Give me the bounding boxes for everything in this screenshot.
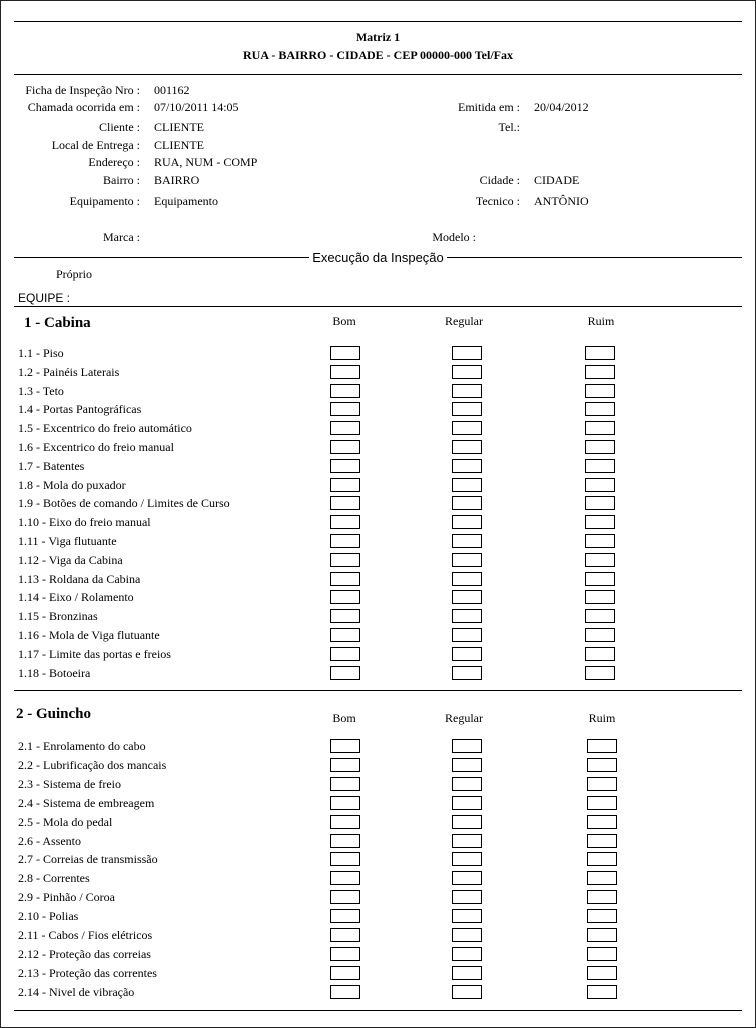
- bairro-value: BAIRRO: [154, 173, 200, 187]
- regular-checkbox[interactable]: [452, 628, 482, 642]
- ruim-checkbox[interactable]: [587, 739, 617, 753]
- divider: [14, 1010, 742, 1011]
- divider: [14, 21, 742, 22]
- bom-checkbox[interactable]: [330, 852, 360, 866]
- ruim-checkbox[interactable]: [585, 459, 615, 473]
- checklist-item-label: 2.12 - Proteção das correias: [18, 946, 151, 961]
- proprio-text: Próprio: [56, 267, 92, 281]
- ruim-checkbox[interactable]: [587, 777, 617, 791]
- ruim-checkbox[interactable]: [587, 758, 617, 772]
- checklist-item-label: 1.4 - Portas Pantográficas: [18, 402, 142, 417]
- checklist-item-label: 2.6 - Assento: [18, 833, 81, 848]
- bom-checkbox[interactable]: [330, 890, 360, 904]
- bairro-label: Bairro :: [103, 173, 140, 187]
- regular-checkbox[interactable]: [452, 890, 482, 904]
- bom-checkbox[interactable]: [330, 834, 360, 848]
- bom-checkbox[interactable]: [330, 739, 360, 753]
- regular-checkbox[interactable]: [452, 421, 482, 435]
- ruim-checkbox[interactable]: [587, 871, 617, 885]
- cliente-label: Cliente :: [99, 120, 140, 134]
- tecnico-label: Tecnico :: [475, 194, 520, 208]
- emitida-value: 20/04/2012: [534, 100, 589, 114]
- ruim-checkbox[interactable]: [585, 478, 615, 492]
- checklist-item-label: 2.11 - Cabos / Fios elétricos: [18, 928, 153, 942]
- ficha-value: 001162: [154, 83, 190, 97]
- bom-checkbox[interactable]: [330, 758, 360, 772]
- regular-checkbox[interactable]: [452, 515, 482, 529]
- regular-checkbox[interactable]: [452, 553, 482, 567]
- endereco-label: Endereço :: [88, 155, 140, 169]
- regular-checkbox[interactable]: [452, 459, 482, 473]
- execution-title: Execução da Inspeção: [309, 250, 447, 265]
- regular-checkbox[interactable]: [452, 534, 482, 548]
- checklist-item-label: 1.14 - Eixo / Rolamento: [18, 590, 134, 605]
- column-regular: Regular: [445, 711, 483, 725]
- regular-checkbox[interactable]: [452, 496, 482, 510]
- checklist-item-label: 1.6 - Excentrico do freio manual: [18, 440, 174, 454]
- checklist-item-label: 1.2 - Painéis Laterais: [18, 364, 120, 379]
- bom-checkbox[interactable]: [330, 947, 360, 961]
- checklist-item-label: 2.5 - Mola do pedal: [18, 814, 113, 829]
- checklist-item-label: 2.8 - Correntes: [18, 871, 90, 886]
- checklist-item-label: 1.17 - Limite das portas e freios: [18, 646, 171, 661]
- checklist-item-label: 2.10 - Polias: [18, 909, 79, 924]
- checklist-item-label: 2.7 - Correias de transmissão: [18, 852, 158, 867]
- ruim-checkbox[interactable]: [585, 384, 615, 398]
- ruim-checkbox[interactable]: [585, 553, 615, 567]
- tecnico-value: ANTÔNIO: [534, 194, 589, 208]
- checklist-item-label: 2.1 - Enrolamento do cabo: [18, 739, 146, 753]
- checklist-item-label: 1.13 - Roldana da Cabina: [18, 571, 141, 586]
- cliente-value: CLIENTE: [154, 120, 204, 134]
- regular-checkbox[interactable]: [452, 346, 482, 360]
- checklist-item-label: 1.12 - Viga da Cabina: [18, 552, 123, 567]
- ruim-checkbox[interactable]: [585, 402, 615, 416]
- bom-checkbox[interactable]: [330, 553, 360, 567]
- regular-checkbox[interactable]: [452, 815, 482, 829]
- regular-checkbox[interactable]: [452, 758, 482, 772]
- ruim-checkbox[interactable]: [587, 852, 617, 866]
- column-ruim: Ruim: [588, 711, 616, 725]
- divider: [14, 306, 742, 307]
- ruim-checkbox[interactable]: [587, 909, 617, 923]
- equipamento-value: Equipamento: [154, 194, 218, 208]
- checklist-item-label: 1.18 - Botoeira: [18, 665, 91, 680]
- regular-checkbox[interactable]: [452, 909, 482, 923]
- bom-checkbox[interactable]: [330, 628, 360, 642]
- checklist-item-label: 1.11 - Viga flutuante: [18, 534, 117, 548]
- regular-checkbox[interactable]: [452, 947, 482, 961]
- checklist-item-label: 1.5 - Excentrico do freio automático: [18, 421, 192, 436]
- column-bom: Bom: [332, 711, 356, 725]
- execution-header: [0, 249, 756, 267]
- ruim-checkbox[interactable]: [587, 834, 617, 848]
- ruim-checkbox[interactable]: [587, 796, 617, 810]
- regular-checkbox[interactable]: [452, 590, 482, 604]
- regular-checkbox[interactable]: [452, 928, 482, 942]
- bom-checkbox[interactable]: [330, 534, 360, 548]
- bom-checkbox[interactable]: [330, 346, 360, 360]
- checklist-item-label: 2.2 - Lubrificação dos mancais: [18, 757, 167, 772]
- ruim-checkbox[interactable]: [587, 815, 617, 829]
- bom-checkbox[interactable]: [330, 647, 360, 661]
- regular-checkbox[interactable]: [452, 796, 482, 810]
- ruim-checkbox[interactable]: [587, 985, 617, 999]
- divider: [14, 74, 742, 75]
- checklist-item-label: 2.3 - Sistema de freio: [18, 776, 121, 791]
- ruim-checkbox[interactable]: [585, 666, 615, 680]
- ruim-checkbox[interactable]: [585, 628, 615, 642]
- ruim-checkbox[interactable]: [585, 572, 615, 586]
- bom-checkbox[interactable]: [330, 590, 360, 604]
- column-regular: Regular: [445, 314, 483, 328]
- section-title: 1 - Cabina: [24, 315, 91, 331]
- regular-checkbox[interactable]: [452, 365, 482, 379]
- bom-checkbox[interactable]: [330, 515, 360, 529]
- bom-checkbox[interactable]: [330, 966, 360, 980]
- regular-checkbox[interactable]: [452, 985, 482, 999]
- regular-checkbox[interactable]: [452, 478, 482, 492]
- regular-checkbox[interactable]: [452, 440, 482, 454]
- checklist-item-label: 1.9 - Botões de comando / Limites de Curso: [18, 496, 230, 511]
- bom-checkbox[interactable]: [330, 909, 360, 923]
- column-ruim: Ruim: [587, 314, 615, 328]
- bom-checkbox[interactable]: [330, 496, 360, 510]
- emitida-label: Emitida em :: [458, 100, 520, 114]
- bom-checkbox[interactable]: [330, 459, 360, 473]
- chamada-value: 07/10/2011 14:05: [154, 100, 239, 114]
- regular-checkbox[interactable]: [452, 834, 482, 848]
- bom-checkbox[interactable]: [330, 928, 360, 942]
- checklist-item-label: 1.3 - Teto: [18, 383, 64, 398]
- regular-checkbox[interactable]: [452, 777, 482, 791]
- regular-checkbox[interactable]: [452, 384, 482, 398]
- bom-checkbox[interactable]: [330, 402, 360, 416]
- bom-checkbox[interactable]: [330, 796, 360, 810]
- equipe-label: EQUIPE :: [18, 291, 71, 305]
- marca-label: Marca :: [103, 230, 140, 244]
- regular-checkbox[interactable]: [452, 739, 482, 753]
- regular-checkbox[interactable]: [452, 572, 482, 586]
- modelo-label: Modelo :: [432, 230, 476, 244]
- ruim-checkbox[interactable]: [585, 515, 615, 529]
- bom-checkbox[interactable]: [330, 365, 360, 379]
- checklist-item-label: 1.8 - Mola do puxador: [18, 477, 126, 492]
- bom-checkbox[interactable]: [330, 815, 360, 829]
- tel-label: Tel.:: [498, 120, 520, 134]
- cidade-label: Cidade :: [479, 173, 520, 187]
- bom-checkbox[interactable]: [330, 440, 360, 454]
- ruim-checkbox[interactable]: [585, 609, 615, 623]
- divider: [14, 690, 742, 691]
- company-address: RUA - BAIRRO - CIDADE - CEP 00000-000 Tel/Fax: [242, 48, 513, 62]
- bom-checkbox[interactable]: [330, 666, 360, 680]
- bom-checkbox[interactable]: [330, 777, 360, 791]
- regular-checkbox[interactable]: [452, 871, 482, 885]
- regular-checkbox[interactable]: [452, 609, 482, 623]
- bom-checkbox[interactable]: [330, 871, 360, 885]
- ruim-checkbox[interactable]: [585, 440, 615, 454]
- ruim-checkbox[interactable]: [587, 928, 617, 942]
- local-value: CLIENTE: [154, 138, 204, 152]
- ruim-checkbox[interactable]: [585, 590, 615, 604]
- checklist-item-label: 2.4 - Sistema de embreagem: [18, 795, 155, 810]
- bom-checkbox[interactable]: [330, 384, 360, 398]
- bom-checkbox[interactable]: [330, 478, 360, 492]
- section-title: 2 - Guincho: [16, 706, 92, 722]
- regular-checkbox[interactable]: [452, 666, 482, 680]
- checklist-item-label: 2.9 - Pinhão / Coroa: [18, 890, 115, 905]
- bom-checkbox[interactable]: [330, 572, 360, 586]
- ruim-checkbox[interactable]: [585, 647, 615, 661]
- ruim-checkbox[interactable]: [585, 365, 615, 379]
- company-name: Matriz 1: [355, 30, 401, 44]
- endereco-value: RUA, NUM - COMP: [154, 155, 258, 169]
- regular-checkbox[interactable]: [452, 966, 482, 980]
- bom-checkbox[interactable]: [330, 421, 360, 435]
- checklist-item-label: 2.13 - Proteção das correntes: [18, 965, 157, 980]
- checklist-item-label: 1.10 - Eixo do freio manual: [18, 515, 151, 530]
- ficha-label: Ficha de Inspeção Nro :: [25, 83, 140, 97]
- ruim-checkbox[interactable]: [587, 890, 617, 904]
- bom-checkbox[interactable]: [330, 985, 360, 999]
- chamada-label: Chamada ocorrida em :: [27, 100, 140, 114]
- checklist-item-label: 1.16 - Mola de Viga flutuante: [18, 628, 160, 642]
- equipamento-label: Equipamento :: [69, 194, 140, 208]
- regular-checkbox[interactable]: [452, 647, 482, 661]
- column-bom: Bom: [332, 314, 356, 328]
- regular-checkbox[interactable]: [452, 402, 482, 416]
- ruim-checkbox[interactable]: [587, 966, 617, 980]
- checklist-item-label: 1.1 - Piso: [18, 346, 64, 360]
- ruim-checkbox[interactable]: [585, 496, 615, 510]
- ruim-checkbox[interactable]: [585, 534, 615, 548]
- checklist-item-label: 2.14 - Nivel de vibração: [18, 984, 135, 999]
- local-label: Local de Entrega :: [51, 138, 140, 152]
- checklist-item-label: 1.15 - Bronzinas: [18, 609, 98, 624]
- ruim-checkbox[interactable]: [585, 421, 615, 435]
- bom-checkbox[interactable]: [330, 609, 360, 623]
- ruim-checkbox[interactable]: [585, 346, 615, 360]
- cidade-value: CIDADE: [534, 173, 580, 187]
- ruim-checkbox[interactable]: [587, 947, 617, 961]
- regular-checkbox[interactable]: [452, 852, 482, 866]
- checklist-item-label: 1.7 - Batentes: [18, 458, 85, 473]
